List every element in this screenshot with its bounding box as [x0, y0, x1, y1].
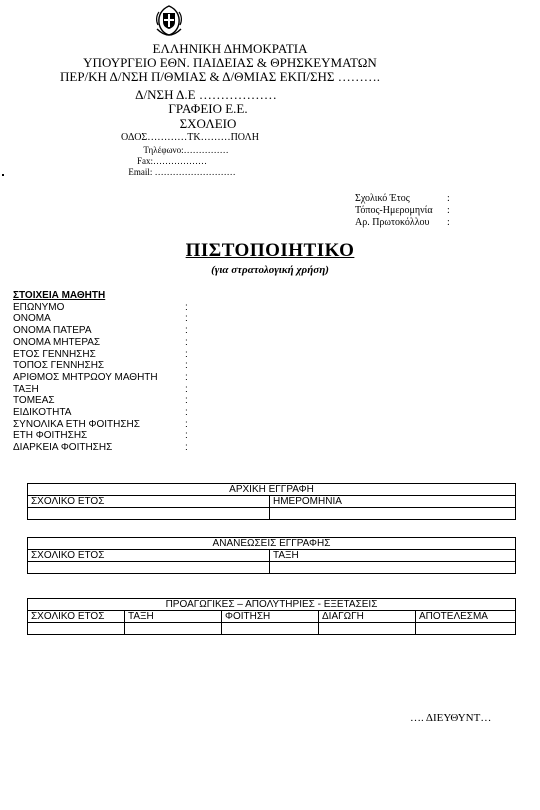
student-field-colon: : — [185, 348, 188, 360]
col-conduct: ΔΙΑΓΩΓΗ — [319, 611, 416, 623]
header-address: ΟΔΟΣ…………ΤΚ………ΠΟΛΗ — [120, 132, 260, 143]
certificate-subtitle: (για στρατολογική χρήση) — [211, 264, 329, 276]
student-field-row — [13, 442, 188, 454]
initial-enrollment-table — [27, 483, 516, 520]
student-field-colon: : — [185, 301, 188, 313]
student-field-label: ΤΑΞΗ — [13, 383, 39, 395]
student-field-colon: : — [185, 360, 188, 372]
blank-cell[interactable] — [28, 562, 270, 574]
student-field-label: ΟΝΟΜΑ ΠΑΤΕΡΑ — [13, 325, 92, 337]
student-field-colon: : — [185, 313, 188, 325]
student-field-colon: : — [185, 336, 188, 348]
student-field-label: ΤΟΠΟΣ ΓΕΝΝΗΣΗΣ — [13, 360, 105, 372]
student-field-colon: : — [185, 442, 188, 454]
student-field-row — [13, 313, 188, 325]
col-result: ΑΠΟΤΕΛΕΣΜΑ — [416, 611, 516, 623]
place-date-label: Τόπος-Ημερομηνία — [355, 205, 433, 216]
document-info — [355, 193, 450, 229]
header-ministry: ΥΠΟΥΡΓΕΙΟ ΕΘΝ. ΠΑΙΔΕΙΑΣ & ΘΡΗΣΚΕΥΜΑΤΩΝ — [83, 55, 377, 70]
col-class: ΤΑΞΗ — [125, 611, 222, 623]
enrollment-renewals-table — [27, 537, 516, 574]
col-date: ΗΜΕΡΟΜΗΝΙΑ — [270, 496, 516, 508]
blank-cell[interactable] — [270, 508, 516, 520]
director-signature: …. ΔΙΕΥΘΥΝΤ… — [410, 712, 492, 724]
student-field-label: ΕΤΗ ΦΟΙΤΗΣΗΣ — [13, 430, 88, 442]
protocol-label: Αρ. Πρωτοκόλλου — [355, 217, 430, 228]
student-field-label: ΟΝΟΜΑ — [13, 313, 51, 325]
header-republic: ΕΛΛΗΝΙΚΗ ΔΗΜΟΚΡΑΤΙΑ — [152, 41, 308, 56]
student-field-label: ΕΠΩΝΥΜΟ — [13, 301, 65, 313]
school-year-label: Σχολικό Έτος — [355, 193, 410, 204]
student-field-row — [13, 325, 188, 337]
student-field-colon: : — [185, 325, 188, 337]
header-regional-directorate: ΠΕΡ/ΚΗ Δ/ΝΣΗ Π/ΘΜΙΑΣ & Δ/ΘΜΙΑΣ ΕΚΠ/ΣΗΣ ………. — [60, 69, 380, 84]
student-field-colon: : — [185, 418, 188, 430]
student-field-label: ΟΝΟΜΑ ΜΗΤΕΡΑΣ — [13, 336, 101, 348]
student-field-row — [13, 360, 188, 372]
blank-cell[interactable] — [222, 623, 319, 635]
blank-cell[interactable] — [28, 623, 125, 635]
student-field-colon: : — [185, 395, 188, 407]
protocol-colon: : — [447, 217, 450, 228]
student-field-colon: : — [185, 371, 188, 383]
student-field-label: ΤΟΜΕΑΣ — [13, 395, 55, 407]
col-school-year: ΣΧΟΛΙΚΟ ΕΤΟΣ — [28, 550, 270, 562]
student-field-row — [13, 407, 188, 419]
blank-cell[interactable] — [319, 623, 416, 635]
certificate-title: ΠΙΣΤΟΠΟΙΗΤΙΚΟ — [185, 240, 355, 261]
col-class: ΤΑΞΗ — [270, 550, 516, 562]
header-school: ΣΧΟΛΕΙΟ — [179, 116, 237, 131]
header-phone: Τηλέφωνο:…………… — [143, 145, 229, 155]
student-field-row — [13, 395, 188, 407]
student-field-label: ΑΡΙΘΜΟΣ ΜΗΤΡΩΟΥ ΜΑΘΗΤΗ — [13, 371, 158, 383]
student-details — [13, 290, 188, 454]
student-field-colon: : — [185, 430, 188, 442]
exams-table — [27, 598, 516, 635]
student-field-row — [13, 349, 188, 361]
blank-cell[interactable] — [416, 623, 516, 635]
student-field-row — [13, 430, 188, 442]
greek-coat-of-arms-icon — [152, 3, 186, 37]
student-details-heading: ΣΤΟΙΧΕΙΑ ΜΑΘΗΤΗ — [13, 290, 106, 301]
col-attendance: ΦΟΙΤΗΣΗ — [222, 611, 319, 623]
student-field-colon: : — [185, 407, 188, 419]
student-field-label: ΕΤΟΣ ΓΕΝΝΗΣΗΣ — [13, 348, 96, 360]
place-date-colon: : — [447, 205, 450, 216]
header-office: ΓΡΑΦΕΙΟ Ε.Ε. — [168, 101, 248, 116]
col-school-year: ΣΧΟΛΙΚΟ ΕΤΟΣ — [28, 611, 125, 623]
enrollment-renewals-title: ΑΝΑΝΕΩΣΕΙΣ ΕΓΓΡΑΦΗΣ — [28, 538, 516, 550]
blank-cell[interactable] — [28, 508, 270, 520]
initial-enrollment-title: ΑΡΧΙΚΗ ΕΓΓΡΑΦΗ — [28, 484, 516, 496]
exams-title: ΠΡΟΑΓΩΓΙΚΕΣ – ΑΠΟΛΥΤΗΡΙΕΣ - ΕΞΕΤΑΣΕΙΣ — [28, 599, 516, 611]
student-field-row — [13, 384, 188, 396]
blank-cell[interactable] — [270, 562, 516, 574]
student-field-row — [13, 372, 188, 384]
student-field-row — [13, 302, 188, 314]
col-school-year: ΣΧΟΛΙΚΟ ΕΤΟΣ — [28, 496, 270, 508]
student-field-label: ΕΙΔΙΚΟΤΗΤΑ — [13, 407, 72, 419]
blank-cell[interactable] — [125, 623, 222, 635]
student-field-label: ΣΥΝΟΛΙΚΑ ΕΤΗ ΦΟΙΤΗΣΗΣ — [13, 418, 140, 430]
school-year-colon: : — [447, 193, 450, 204]
student-field-label: ΔΙΑΡΚΕΙΑ ΦΟΙΤΗΣΗΣ — [13, 442, 113, 454]
student-field-row — [13, 337, 188, 349]
student-field-colon: : — [185, 383, 188, 395]
header-directorate: Δ/ΝΣΗ Δ.Ε ……………… — [135, 87, 277, 102]
header-fax: Fax:……………… — [136, 156, 207, 166]
student-field-row — [13, 419, 188, 431]
header-email: Email: ……………………… — [128, 167, 236, 177]
